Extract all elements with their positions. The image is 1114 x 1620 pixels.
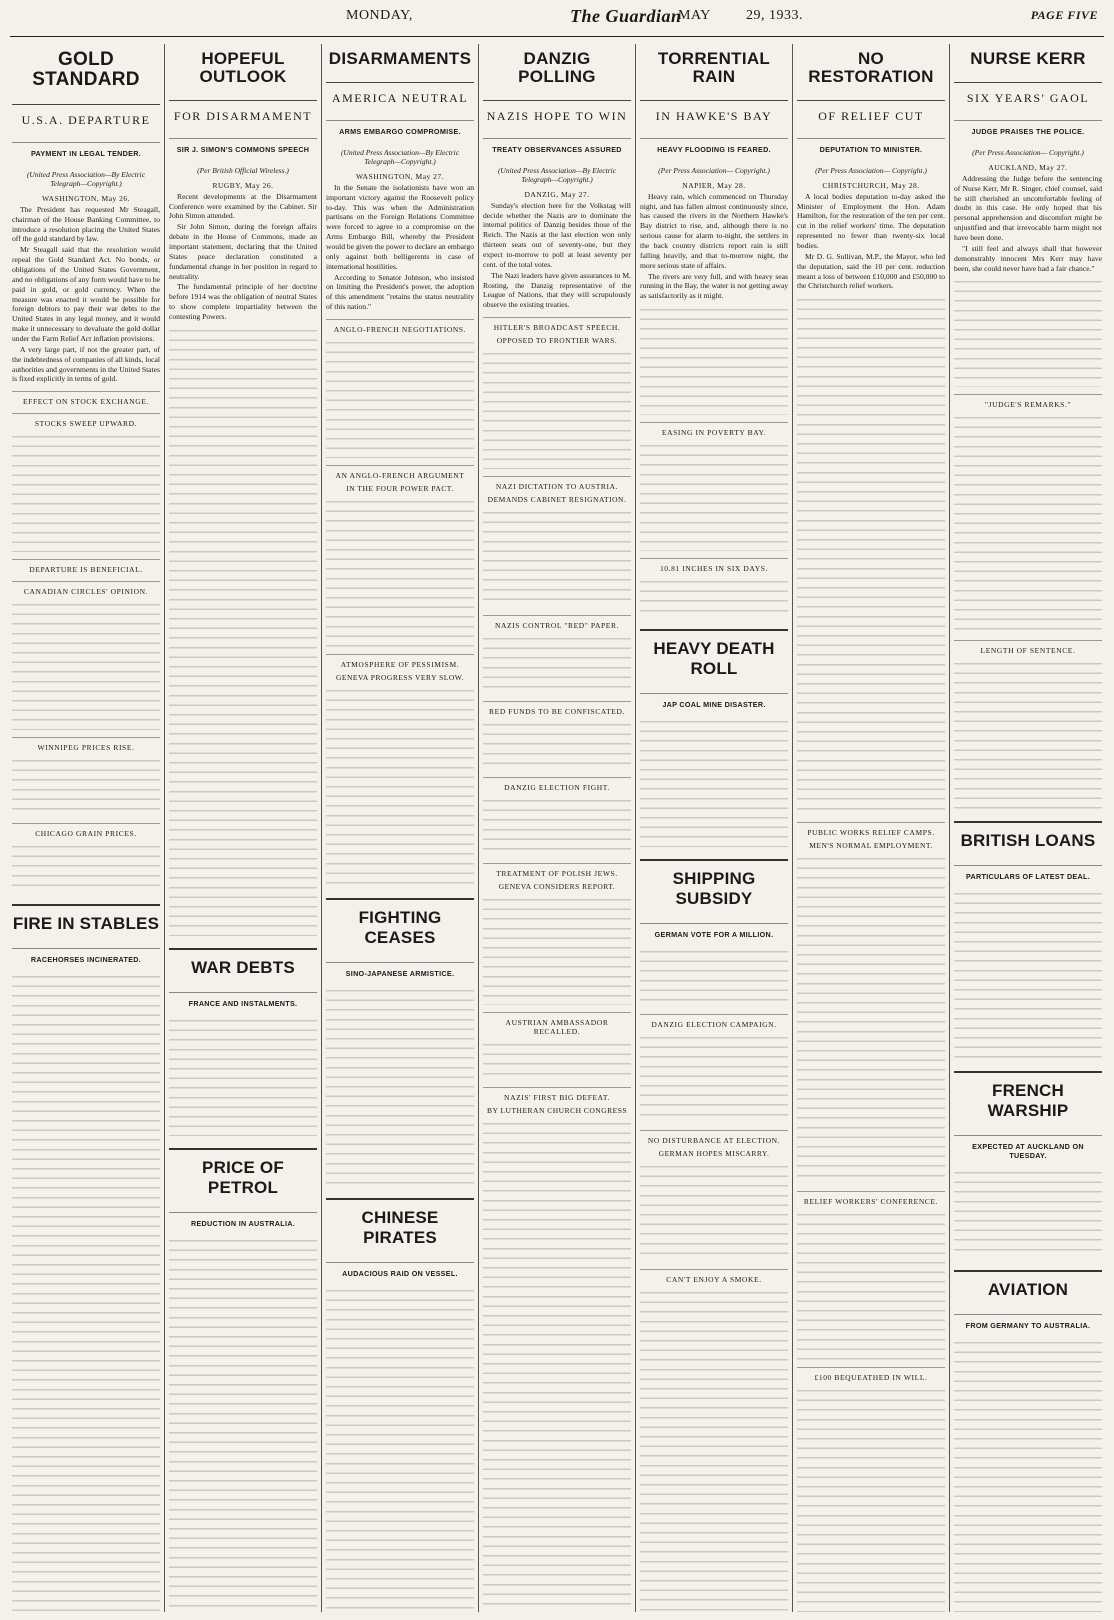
- article-text-block: [483, 1040, 631, 1080]
- headline: HEAVY DEATH ROLL: [640, 629, 788, 679]
- article-paragraph: The rivers are very full, and with heavy seas running in the Bay, the water is not getting away as satisfactorily as it might.: [640, 271, 788, 301]
- article-text-block: [954, 1338, 1102, 1612]
- dateline: DANZIG, May 27.: [524, 189, 590, 199]
- article-text-block: [169, 1236, 317, 1612]
- article-text-block: [954, 413, 1102, 633]
- article-text-block: [640, 947, 788, 1007]
- section-subhead: IN THE FOUR POWER PACT.: [346, 484, 454, 494]
- section-subhead: ATMOSPHERE OF PESSIMISM.: [326, 654, 474, 669]
- subheadline: U.S.A. DEPARTURE: [12, 104, 160, 128]
- deck: SIR J. SIMON'S COMMONS SPEECH: [169, 138, 317, 154]
- article-text-block: [12, 432, 160, 552]
- section-subhead: £100 BEQUEATHED IN WILL.: [797, 1367, 945, 1382]
- article-paragraph: Mr Steagall said that the resolution would repeal the Gold Standard Act. No bonds, or obligations of the United States Government, and no obligations of any form would have to be paid in gold, or gold currency. When the measure was enacted it would be possible for foreign debtors to pay their war debts to the United States in any legal money, and it would make it unnecessary to devaluate the gold dollar under the Farm Relief Act inflation provisions.: [12, 245, 160, 344]
- article-text-block: [169, 1016, 317, 1136]
- section-subhead: GERMAN HOPES MISCARRY.: [658, 1149, 770, 1159]
- wire-credit: (Per Press Association— Copyright.): [972, 147, 1084, 157]
- article-text-block: [797, 1386, 945, 1612]
- wire-credit: (Per Press Association— Copyright.): [815, 165, 927, 175]
- subheadline: AMERICA NEUTRAL: [326, 82, 474, 106]
- masthead-day: MONDAY,: [346, 8, 413, 23]
- headline: BRITISH LOANS: [954, 821, 1102, 851]
- section-subhead: GENEVA CONSIDERS REPORT.: [498, 882, 616, 892]
- section-subhead: AN ANGLO-FRENCH ARGUMENT: [326, 465, 474, 480]
- dateline: RUGBY, May 26.: [212, 180, 274, 190]
- dateline: NAPIER, May 28.: [682, 180, 746, 190]
- article-text-block: [640, 1162, 788, 1262]
- article-text-block: [797, 854, 945, 1184]
- article-text-block: [483, 634, 631, 694]
- deck: HEAVY FLOODING IS FEARED.: [640, 138, 788, 154]
- masthead-page-number: PAGE FIVE: [1030, 8, 1098, 22]
- article-text-block: [640, 577, 788, 617]
- headline: CHINESE PIRATES: [326, 1198, 474, 1248]
- article-text-block: [954, 889, 1102, 1059]
- section-subhead: EFFECT ON STOCK EXCHANGE.: [12, 391, 160, 406]
- article-paragraph: Recent developments at the Disarmament Conference were examined by the Cabinet. Sir John Simon attended.: [169, 191, 317, 221]
- section-subhead: TREATMENT OF POLISH JEWS.: [483, 863, 631, 878]
- column-torrential-rain: [636, 44, 793, 1612]
- section-subhead: 10.81 INCHES IN SIX DAYS.: [640, 558, 788, 573]
- article-text-block: [640, 717, 788, 847]
- dateline: WASHINGTON, May 27.: [355, 171, 445, 181]
- article-text-block: [640, 1288, 788, 1612]
- section-subhead: "JUDGE'S REMARKS.": [954, 394, 1102, 409]
- section-subhead: CAN'T ENJOY A SMOKE.: [640, 1269, 788, 1284]
- deck: DEPUTATION TO MINISTER.: [797, 138, 945, 154]
- deck: GERMAN VOTE FOR A MILLION.: [640, 923, 788, 939]
- headline: NURSE KERR: [970, 49, 1086, 68]
- column-disarmaments: [322, 44, 479, 1612]
- article-paragraph: A local bodies deputation to-day asked the Minister of Employment the Hon. Adam Hamilton, for the restoration of the ten per cent. cut in the relief workers' time. The deputation represented no fewer than twenty-six local bodies.: [797, 191, 945, 250]
- masthead: [10, 2, 1104, 37]
- wire-credit: (United Press Association—By Electric Telegraph—Copyright.): [340, 147, 460, 166]
- article-text-block: [326, 686, 474, 886]
- article-text-block: [326, 338, 474, 458]
- article-text-block: [169, 326, 317, 936]
- masthead-month: MAY: [678, 8, 711, 23]
- section-subhead: GENEVA PROGRESS VERY SLOW.: [335, 673, 465, 683]
- headline: DISARMAMENTS: [328, 49, 472, 68]
- deck: JAP COAL MINE DISASTER.: [640, 693, 788, 709]
- column-hopeful-outlook: [165, 44, 322, 1612]
- dateline: CHRISTCHURCH, May 28.: [822, 180, 920, 190]
- article-text-block: [797, 1210, 945, 1360]
- deck: FRANCE AND INSTALMENTS.: [169, 992, 317, 1008]
- section-subhead: LENGTH OF SENTENCE.: [954, 640, 1102, 655]
- article-paragraph: Sunday's election here for the Volkstag will decide whether the Nazis are to dominate the internal politics of Danzig besides those of the Reich. The Nazis at the last election won only thirteen seats out of seventy-one, but they expect to-morrow to poll at least seventy per cent. of the total votes.: [483, 200, 631, 269]
- subheadline: IN HAWKE'S BAY: [640, 100, 788, 124]
- section-subhead: RELIEF WORKERS' CONFERENCE.: [797, 1191, 945, 1206]
- section-subhead: NO DISTURBANCE AT ELECTION.: [640, 1130, 788, 1145]
- article-text-block: [954, 1168, 1102, 1258]
- column-gold-standard: [8, 44, 165, 1612]
- headline: FIRE IN STABLES: [12, 904, 160, 934]
- section-subhead: CHICAGO GRAIN PRICES.: [12, 823, 160, 838]
- article-paragraph: Heavy rain, which commenced on Thursday night, and has fallen almost continuously since, has caused the rivers in the Northern Hawke's Bay district to rise, and, although there is no serious cause for alarm to-night, the settlers in the back country districts report rain is still falling heavily, and that to-morrow night, the more serious state of affairs.: [640, 191, 788, 270]
- headline: DANZIG POLLING: [518, 49, 596, 86]
- headline: GOLD STANDARD: [32, 49, 140, 90]
- section-subhead: NAZIS' FIRST BIG DEFEAT.: [483, 1087, 631, 1102]
- column-no-restoration: [793, 44, 950, 1612]
- deck: ARMS EMBARGO COMPROMISE.: [326, 120, 474, 136]
- section-subhead: DANZIG ELECTION FIGHT.: [483, 777, 631, 792]
- deck: SINO-JAPANESE ARMISTICE.: [326, 962, 474, 978]
- section-subhead: NAZI DICTATION TO AUSTRIA.: [483, 476, 631, 491]
- section-subhead: DEPARTURE IS BENEFICIAL.: [12, 559, 160, 574]
- wire-credit: (Per British Official Wireless.): [197, 165, 289, 175]
- section-subhead: RED FUNDS TO BE CONFISCATED.: [483, 701, 631, 716]
- section-subhead: MEN'S NORMAL EMPLOYMENT.: [809, 841, 933, 851]
- deck: REDUCTION IN AUSTRALIA.: [169, 1212, 317, 1228]
- wire-credit: (Per Press Association— Copyright.): [658, 165, 770, 175]
- article-text-block: [640, 305, 788, 415]
- headline: WAR DEBTS: [169, 948, 317, 978]
- deck: JUDGE PRAISES THE POLICE.: [954, 120, 1102, 136]
- deck: PARTICULARS OF LATEST DEAL.: [954, 865, 1102, 881]
- article-text-block: [797, 295, 945, 815]
- article-paragraph: Addressing the Judge before the sentencing of Nurse Kerr, Mr R. Singer, chief counsel, said he still cherished an uncomfortable feeling of doubt in this case. He only hoped that his personal apprehension and discomfort might be unjustified and that irrevocable harm might not have been done.: [954, 173, 1102, 242]
- article-text-block: [640, 1033, 788, 1123]
- article-text-block: [326, 1286, 474, 1612]
- article-paragraph: Mr D. G. Sullivan, M.P., the Mayor, who led the deputation, said the 10 per cent. reduction meant a loss of between £10,000 and £50,000 to the Christchurch relief workers.: [797, 251, 945, 291]
- section-subhead: AUSTRIAN AMBASSADOR RECALLED.: [483, 1012, 631, 1036]
- article-text-block: [483, 895, 631, 1005]
- subheadline: FOR DISARMAMENT: [169, 100, 317, 124]
- article-text-block: [12, 972, 160, 1612]
- article-text-block: [12, 600, 160, 730]
- masthead-paper-name: The Guardian: [570, 6, 682, 26]
- subheadline: SIX YEARS' GAOL: [954, 82, 1102, 106]
- headline: PRICE OF PETROL: [169, 1148, 317, 1198]
- section-subhead: BY LUTHERAN CHURCH CONGRESS: [486, 1106, 628, 1116]
- subheadline: NAZIS HOPE TO WIN: [483, 100, 631, 124]
- article-paragraph: The fundamental principle of her doctrine before 1914 was the obligation of neutral States to show complete impartiality between the contesting Powers.: [169, 282, 317, 321]
- article-paragraph: A very large part, if not the greater part, of the indebtedness of companies of all kinds, local authorities and governments in the United States is fixed explicitly in terms of gold.: [12, 344, 160, 384]
- article-paragraph: According to Senator Johnson, who insisted on limiting the President's power, the adoption of this amendment "retains the status neutrality of this nation.": [326, 272, 474, 312]
- section-subhead: STOCKS SWEEP UPWARD.: [12, 413, 160, 428]
- article-text-block: [483, 349, 631, 469]
- section-subhead: CANADIAN CIRCLES' OPINION.: [12, 581, 160, 596]
- headline: SHIPPING SUBSIDY: [640, 859, 788, 909]
- article-paragraph: In the Senate the isolationists have won an important victory against the Roosevelt policy to-day. This was when the Administration partisans on the Foreign Relations Committee were forced to agree to a compromise on the Arms Embargo Bill, whereby the President would be given the power to declare an embargo only against both belligerents in case of international hostilities.: [326, 182, 474, 271]
- article-text-block: [12, 756, 160, 816]
- article-paragraph: The Nazi leaders have given assurances to M. Rosting, the Danzig representative of the League of Nations, that they will scrupulously observe the existing treaties.: [483, 270, 631, 310]
- column-nurse-kerr: [950, 44, 1106, 1612]
- headline: TORRENTIAL RAIN: [657, 49, 771, 86]
- article-text-block: [483, 508, 631, 608]
- deck: EXPECTED AT AUCKLAND ON TUESDAY.: [954, 1135, 1102, 1160]
- dateline: AUCKLAND, May 27.: [988, 162, 1068, 172]
- dateline: WASHINGTON, May 26.: [41, 193, 131, 203]
- deck: RACEHORSES INCINERATED.: [12, 948, 160, 964]
- article-text-block: [326, 497, 474, 647]
- wire-credit: (United Press Association—By Electric Telegraph—Copyright.): [497, 165, 617, 184]
- article-text-block: [483, 796, 631, 856]
- headline: HOPEFUL OUTLOOK: [199, 49, 287, 86]
- deck: FROM GERMANY TO AUSTRALIA.: [954, 1314, 1102, 1330]
- section-subhead: ANGLO-FRENCH NEGOTIATIONS.: [326, 319, 474, 334]
- article-text-block: [483, 1119, 631, 1612]
- section-subhead: DEMANDS CABINET RESIGNATION.: [487, 495, 627, 505]
- headline: FIGHTING CEASES: [326, 898, 474, 948]
- article-text-block: [954, 659, 1102, 809]
- article-paragraph: Sir John Simon, during the foreign affairs debate in the House of Commons, made an important statement, declaring that the United States peace declaration constituted a fundamental change in her position in regard to neutrality.: [169, 222, 317, 281]
- wire-credit: (United Press Association—By Electric Telegraph—Copyright.): [26, 169, 146, 188]
- column-danzig-polling: [479, 44, 636, 1612]
- deck: PAYMENT IN LEGAL TENDER.: [12, 142, 160, 158]
- masthead-date: 29, 1933.: [746, 8, 803, 23]
- article-text-block: [12, 842, 160, 892]
- headline: NO RESTORATION: [808, 49, 934, 86]
- article-text-block: [954, 277, 1102, 387]
- article-paragraph: The President has requested Mr Steagall, chairman of the House Banking Committee, to introduce a resolution placing the United States off the gold standard by law.: [12, 204, 160, 244]
- section-subhead: DANZIG ELECTION CAMPAIGN.: [640, 1014, 788, 1029]
- newspaper-columns: [8, 44, 1106, 1612]
- article-text-block: [640, 441, 788, 551]
- section-subhead: OPPOSED TO FRONTIER WARS.: [496, 336, 618, 346]
- section-subhead: NAZIS CONTROL "RED" PAPER.: [483, 615, 631, 630]
- section-subhead: EASING IN POVERTY BAY.: [640, 422, 788, 437]
- article-text-block: [326, 986, 474, 1186]
- article-text-block: [483, 720, 631, 770]
- deck: TREATY OBSERVANCES ASSURED: [483, 138, 631, 154]
- section-subhead: WINNIPEG PRICES RISE.: [12, 737, 160, 752]
- section-subhead: PUBLIC WORKS RELIEF CAMPS.: [797, 822, 945, 837]
- headline: AVIATION: [954, 1270, 1102, 1300]
- section-subhead: HITLER'S BROADCAST SPEECH.: [483, 317, 631, 332]
- headline: FRENCH WARSHIP: [954, 1071, 1102, 1121]
- article-paragraph: "I still feel and always shall that however demonstrably innocent Mrs Kerr may have been, she could never have had a fair chance.": [954, 243, 1102, 273]
- subheadline: OF RELIEF CUT: [797, 100, 945, 124]
- deck: AUDACIOUS RAID ON VESSEL.: [326, 1262, 474, 1278]
